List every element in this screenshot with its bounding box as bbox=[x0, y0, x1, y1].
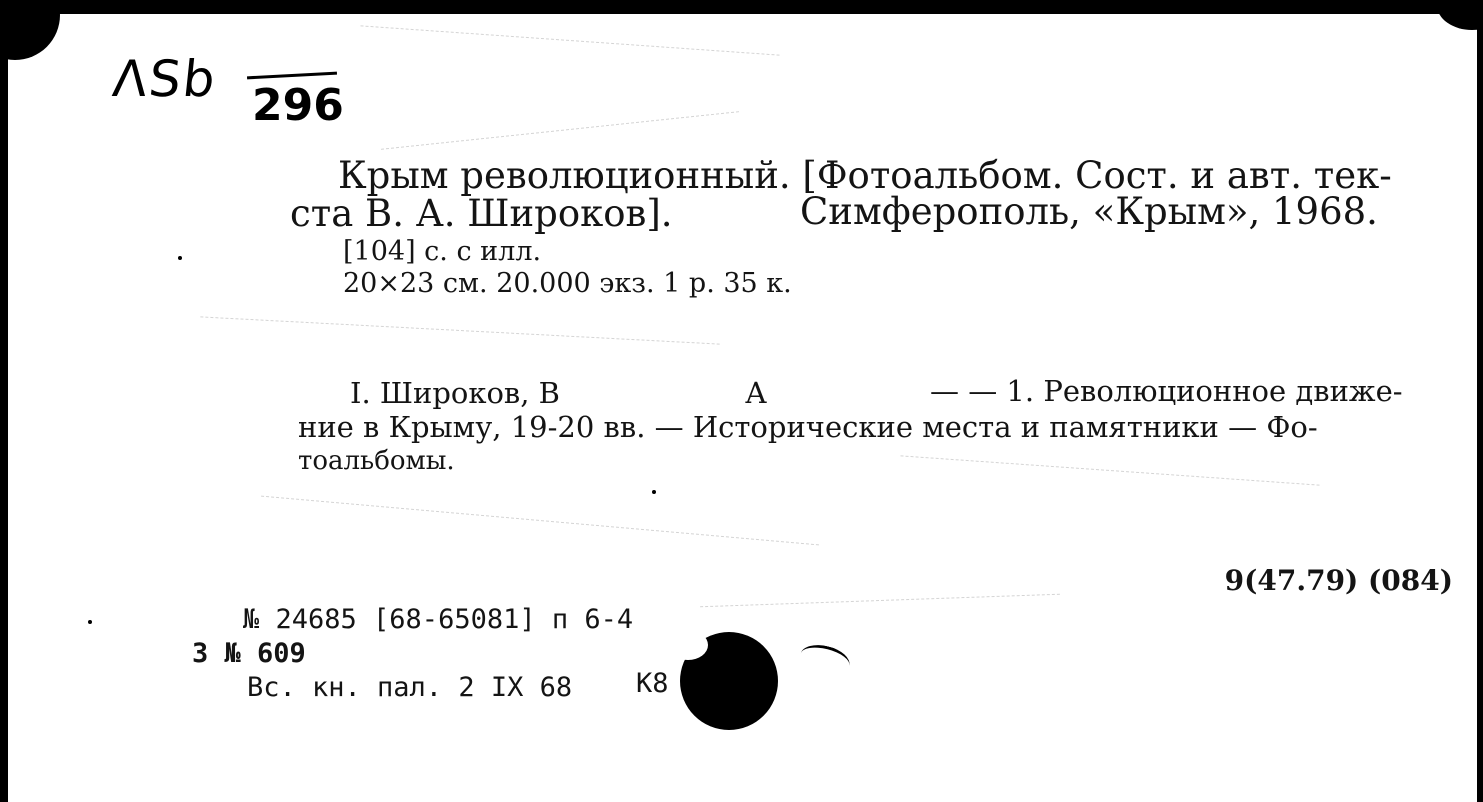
tracing-subject-1: — — 1. Революционное движе- bbox=[930, 374, 1403, 408]
classification-number: 9(47.79) (084) bbox=[1224, 564, 1453, 597]
scan-speck bbox=[32, 22, 36, 26]
collation-size-price: 20×23 см. 20.000 экз. 1 р. 35 к. bbox=[343, 268, 792, 299]
collation-pages: [104] с. с илл. bbox=[343, 236, 542, 267]
scan-noise bbox=[261, 496, 819, 546]
imprint-code: K8 bbox=[636, 668, 669, 699]
scan-speck bbox=[88, 620, 92, 624]
scan-speck bbox=[652, 490, 656, 494]
scan-noise bbox=[381, 111, 739, 150]
scan-noise bbox=[200, 316, 719, 344]
card-right-edge bbox=[1477, 0, 1483, 802]
scan-noise bbox=[360, 25, 779, 55]
publication-place: Симферополь, «Крым», 1968. bbox=[800, 190, 1378, 233]
tracing-author-initial: А bbox=[745, 376, 767, 410]
card-corner-shadow bbox=[0, 0, 60, 60]
pen-stroke bbox=[797, 640, 852, 678]
scan-noise bbox=[900, 455, 1319, 485]
tracing-subject-2: ние в Крыму, 19-20 вв. — Исторические места и памятники — Фо- bbox=[298, 410, 1318, 444]
handwritten-shelf-mark: ΛSb bbox=[109, 50, 220, 108]
title-line-2: ста В. А. Широков]. bbox=[290, 192, 673, 235]
imprint-chamber-date: Вс. кн. пал. 2 IX 68 bbox=[247, 672, 573, 703]
shelf-number: 296 bbox=[252, 80, 344, 131]
tracing-subject-3: тоальбомы. bbox=[298, 446, 455, 476]
imprint-order-number: 3 № 609 bbox=[192, 638, 306, 669]
shelf-number-overline bbox=[247, 72, 337, 80]
ink-blot-notch bbox=[668, 630, 708, 660]
card-left-edge bbox=[0, 0, 8, 802]
card-top-edge bbox=[0, 0, 1483, 14]
scan-speck bbox=[178, 256, 182, 260]
scan-noise bbox=[700, 594, 1060, 608]
title-line-1: Крым революционный. [Фотоальбом. Сост. и авт. тек- bbox=[338, 154, 1392, 197]
imprint-record-number: № 24685 [68-65081] п 6-4 bbox=[243, 604, 634, 635]
tracing-author: I. Широков, В bbox=[350, 376, 560, 410]
